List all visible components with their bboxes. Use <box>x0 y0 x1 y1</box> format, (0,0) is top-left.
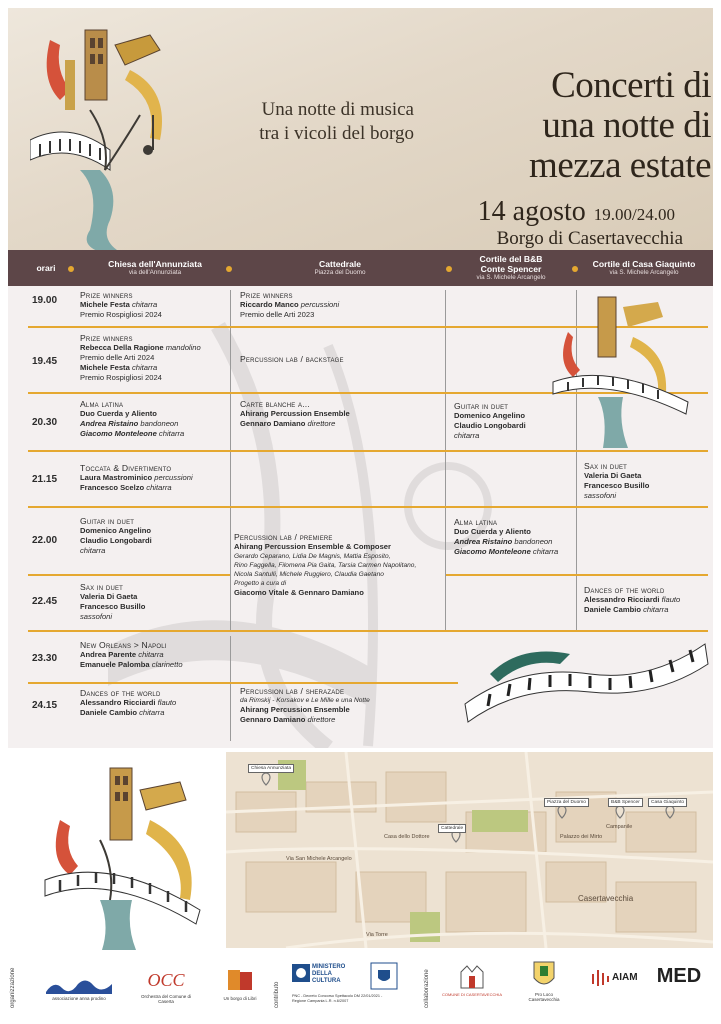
time-slot: 19.00 <box>32 295 58 306</box>
map-streets <box>226 752 713 948</box>
event-annunziata-22-00: Guitar in duet Domenico Angelino Claudio Longobardi chitarra <box>80 516 152 555</box>
column-annunziata: Chiesa dell'Annunziata via dell'Annunziata <box>108 259 202 276</box>
event-annunziata-22-45: Sax in duet Valeria Di Gaeta Francesco Busillo sassofoni <box>80 582 146 621</box>
logo-comune: COMUNE DI CASERTAVECCHIA <box>442 960 502 1010</box>
event-cattedrale-19-00: Prize winners Riccardo Manco percussioni Premio delle Arti 2023 <box>240 290 340 319</box>
event-annunziata-19-00: Prize winners Michele Festa chitarra Premio Rospigliosi 2024 <box>80 290 162 319</box>
map-label-casa: Casa dello Dottore <box>384 834 430 840</box>
logo-ministero: MINISTERO DELLA CULTURA <box>292 962 358 992</box>
map-label-campanile: Campanile <box>606 824 633 830</box>
logo-aiam: AIAM <box>590 966 646 996</box>
logo-pro-loco: Pro Loco Casertavecchia <box>524 960 564 1010</box>
logo-med: MED <box>656 965 702 987</box>
map-label-palazzo: Palazzo dei Mirto <box>560 834 603 840</box>
venue-header-bar <box>8 250 713 286</box>
occ-logo-icon <box>136 968 196 992</box>
logo-occ: OCC Orchestra del Comune di Caserta <box>136 968 196 1008</box>
time-slot: 22.45 <box>32 596 58 607</box>
event-spencer-20-30: Guitar in duet Domenico Angelino Claudio Longobardi chitarra <box>454 401 526 440</box>
event-giaquinto-22-45: Dances of the world Alessandro Ricciardi flauto Daniele Cambio chitarra <box>584 585 681 614</box>
row-divider <box>28 630 708 632</box>
svg-text:OCC: OCC <box>147 970 185 990</box>
bullet-icon <box>446 266 452 272</box>
row-divider <box>28 574 230 576</box>
bullet-icon <box>68 266 74 272</box>
event-annunziata-19-45: Prize winners Rebecca Della Ragione mandolino Premio delle Arti 2024 Michele Festa chitarra Premio Rospigliosi 2024 <box>80 333 201 382</box>
logo-borgo-libri: Un borgo di Libri <box>220 966 260 1010</box>
map-pin-annunziata[interactable]: Chiesa Annunziata <box>248 764 294 773</box>
music-instruments-illustration-large <box>40 760 210 950</box>
column-giaquinto: Cortile di Casa Giaquinto via S. Michele Arcangelo <box>592 259 696 276</box>
time-slot: 21.15 <box>32 474 58 485</box>
map-label-torre: Via Torre <box>366 932 388 938</box>
time-slot: 22.00 <box>32 535 58 546</box>
row-divider <box>28 506 708 508</box>
time-slot: 24.15 <box>32 700 58 711</box>
event-date: 14 agosto 19.00/24.00 <box>477 196 675 227</box>
column-divider <box>445 290 446 630</box>
event-annunziata-20-30: Alma latina Duo Cuerda y Aliento Andrea Ristaino bandoneon Giacomo Monteleone chitarra <box>80 399 185 438</box>
time-slot: 19.45 <box>32 356 58 367</box>
column-spencer: Cortile del B&B Conte Spencer via S. Michele Arcangelo <box>476 254 546 281</box>
map-pin-spencer[interactable]: B&B Spencer <box>608 798 643 807</box>
event-cattedrale-24-15: Percussion lab / sherazade da Rimskij - Korsakov e Le Mille e una Notte Ahirang Percussion Ensemble Gennaro Damiano direttore <box>240 686 370 724</box>
label-contributo: contributo <box>274 981 280 1008</box>
label-organizzazione: organizzazione <box>10 967 16 1008</box>
label-collaborazione: collaborazione <box>424 969 430 1008</box>
soundwave-icon <box>590 968 610 988</box>
schedule-grid <box>8 286 713 748</box>
row-divider <box>28 450 708 452</box>
map-label-casertavecchia: Casertavecchia <box>578 894 634 903</box>
sponsor-logos <box>8 958 713 1018</box>
time-slot: 20.30 <box>32 417 58 428</box>
instruments-illustration-small <box>548 292 698 448</box>
event-cattedrale-22-00: Percussion lab / premiere Ahirang Percussion Ensemble & Composer Gerardo Ceparano, Lidia De Magnis, Mattia Esposito, Rino Faggella, Filomena Pia Gaita, Tarsia Carmen Napolitano, Nicola Santulli, Michele Ruggiero, Claudia Gaetano Progetto a cura di Giacomo Vitale & Gennaro Damiano <box>234 532 417 597</box>
map-pin-piazza[interactable]: Piazza del Duomo <box>544 798 589 807</box>
logo-prodino: associazione anna prodino <box>44 972 114 1002</box>
event-place: Borgo di Casertavecchia <box>496 228 683 249</box>
time-slot: 23.30 <box>32 653 58 664</box>
row-divider <box>28 682 458 684</box>
column-cattedrale: Cattedrale Piazza del Duomo <box>314 259 366 276</box>
event-subtitle: Una notte di musica tra i vicoli del borgo <box>259 99 414 144</box>
event-annunziata-24-15: Dances of the world Alessandro Ricciardi flauto Daniele Cambio chitarra <box>80 688 177 717</box>
column-divider <box>230 636 231 741</box>
village-map[interactable] <box>226 752 713 948</box>
bullet-icon <box>572 266 578 272</box>
poster-header <box>8 8 713 250</box>
piano-keys-illustration <box>460 634 710 724</box>
map-label-street: Via San Michele Arcangelo <box>286 856 352 862</box>
map-pin-cattedrale[interactable]: Cattedrale <box>438 824 466 833</box>
column-times: orari <box>36 263 56 273</box>
event-cattedrale-19-45: Percussion lab / backstage <box>240 354 344 364</box>
event-cattedrale-20-30: Carte blanche a... Ahirang Percussion Ensemble Gennaro Damiano direttore <box>240 399 350 428</box>
ministry-emblem-icon <box>292 964 310 982</box>
region-emblem-icon <box>370 962 398 990</box>
map-pin-giaquinto[interactable]: Casa Giaquinto <box>648 798 687 807</box>
music-instruments-illustration <box>30 20 190 250</box>
shield-icon <box>532 960 556 990</box>
event-giaquinto-21-15: Sax in duet Valeria Di Gaeta Francesco Busillo sassofoni <box>584 461 650 500</box>
bullet-icon <box>226 266 232 272</box>
column-divider <box>230 290 231 630</box>
event-spencer-22-00: Alma latina Duo Cuerda y Aliento Andrea Ristaino bandoneon Giacomo Monteleone chitarra <box>454 517 559 556</box>
ministry-note: PNC - Decreto Concorso Spettacolo DM 22/01/2021 - Regione Campania L.R. n.6/2007 <box>292 994 383 1003</box>
row-divider <box>446 574 708 576</box>
event-title: Concerti di una notte di mezza estate <box>529 65 711 186</box>
event-annunziata-21-15: Toccata & Divertimento Laura Mastrominico percussioni Francesco Scelzo chitarra <box>80 463 193 492</box>
book-logo-icon <box>220 966 260 994</box>
town-crest-icon <box>457 960 487 990</box>
logo-regione <box>370 962 398 990</box>
event-annunziata-23-30: New Orleans > Napoli Andrea Parente chitarra Emanuele Palomba clarinetto <box>80 640 183 669</box>
